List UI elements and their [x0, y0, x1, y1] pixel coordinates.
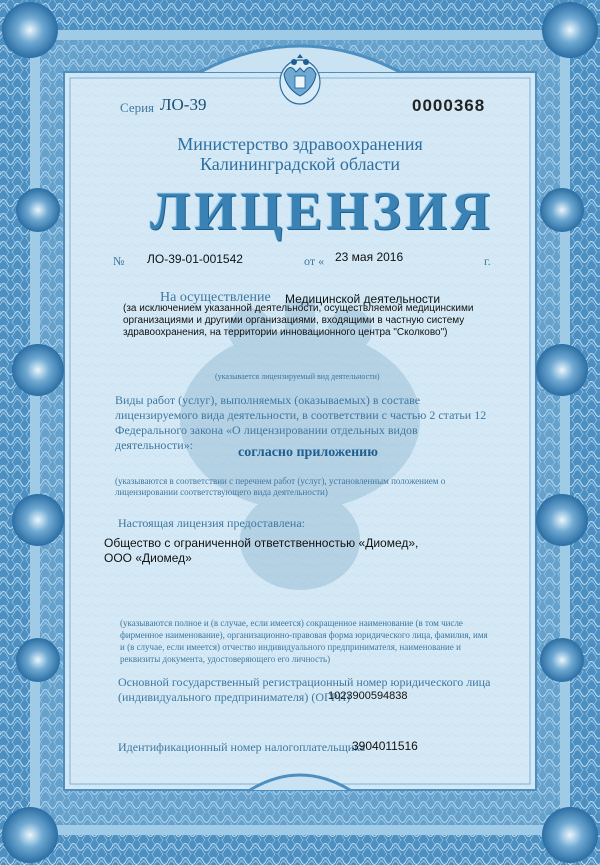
- activity-label: На осуществление: [160, 290, 271, 305]
- licensee-label: Настоящая лицензия предоставлена:: [118, 516, 305, 530]
- activity-value: Медицинской деятельности: [285, 292, 441, 306]
- form-number: 0000368: [412, 96, 486, 115]
- ogrn-label-1: Основной государственный регистрационный номер юридического лица: [118, 675, 491, 689]
- ministry-line-1: Министерство здравоохранения: [177, 134, 423, 154]
- ogrn-value: 1023900594838: [328, 690, 408, 702]
- document-title: ЛИЦЕНЗИЯ: [150, 181, 494, 241]
- series-label: Серия: [120, 100, 155, 115]
- registration-no-label: №: [113, 254, 125, 268]
- registration-date: 23 мая 2016: [335, 250, 404, 264]
- coat-of-arms-icon: [276, 52, 324, 108]
- registration-number: ЛО-39-01-001542: [147, 252, 243, 266]
- licensee-caption: (указываются полное и (в случае, если имеется) сокращенное наименование (в том числе фирменное наименование), организационно-правовая форма юридического лица, фамилия, имя и (в случае, если имеется) отчество индивидуального предпринимателя, наименование и реквизиты документа, удостоверяющего его личность): [120, 618, 488, 664]
- activity-caption: (указывается лицензируемый вид деятельности): [215, 372, 380, 381]
- ogrn-label-2: (индивидуального предпринимателя) (ОГРН): [118, 690, 351, 704]
- ministry-line-2: Калининградской области: [199, 154, 401, 174]
- works-caption: (указываются в соответствии с перечнем работ (услуг), установленным положением о лицензировании соответствующего вида деятельности): [115, 476, 446, 497]
- inn-value: 3904011516: [352, 739, 418, 753]
- series-value: ЛО-39: [160, 95, 207, 114]
- works-value: согласно приложению: [238, 445, 378, 460]
- works-text: Виды работ (услуг), выполняемых (оказываемых) в составе лицензируемого вида деятельности, в соответствии с частью 2 статьи 12 Федерального закона «О лицензировании отдельных видов деятельности»:: [115, 393, 487, 452]
- licensee-line-1: Общество с ограниченной ответственностью «Диомед»,: [104, 536, 419, 550]
- licensee-line-2: ООО «Диомед»: [104, 551, 192, 565]
- year-suffix: г.: [484, 254, 491, 268]
- activity-details: (за исключением указанной деятельности, осуществляемой медицинскими организациями и другими организациями, входящими в частную систему здравоохранения, на территории инновационного центра "Сколково"): [123, 303, 474, 338]
- date-prefix: от «: [304, 254, 325, 268]
- inn-label: Идентификационный номер налогоплательщика: [118, 740, 366, 754]
